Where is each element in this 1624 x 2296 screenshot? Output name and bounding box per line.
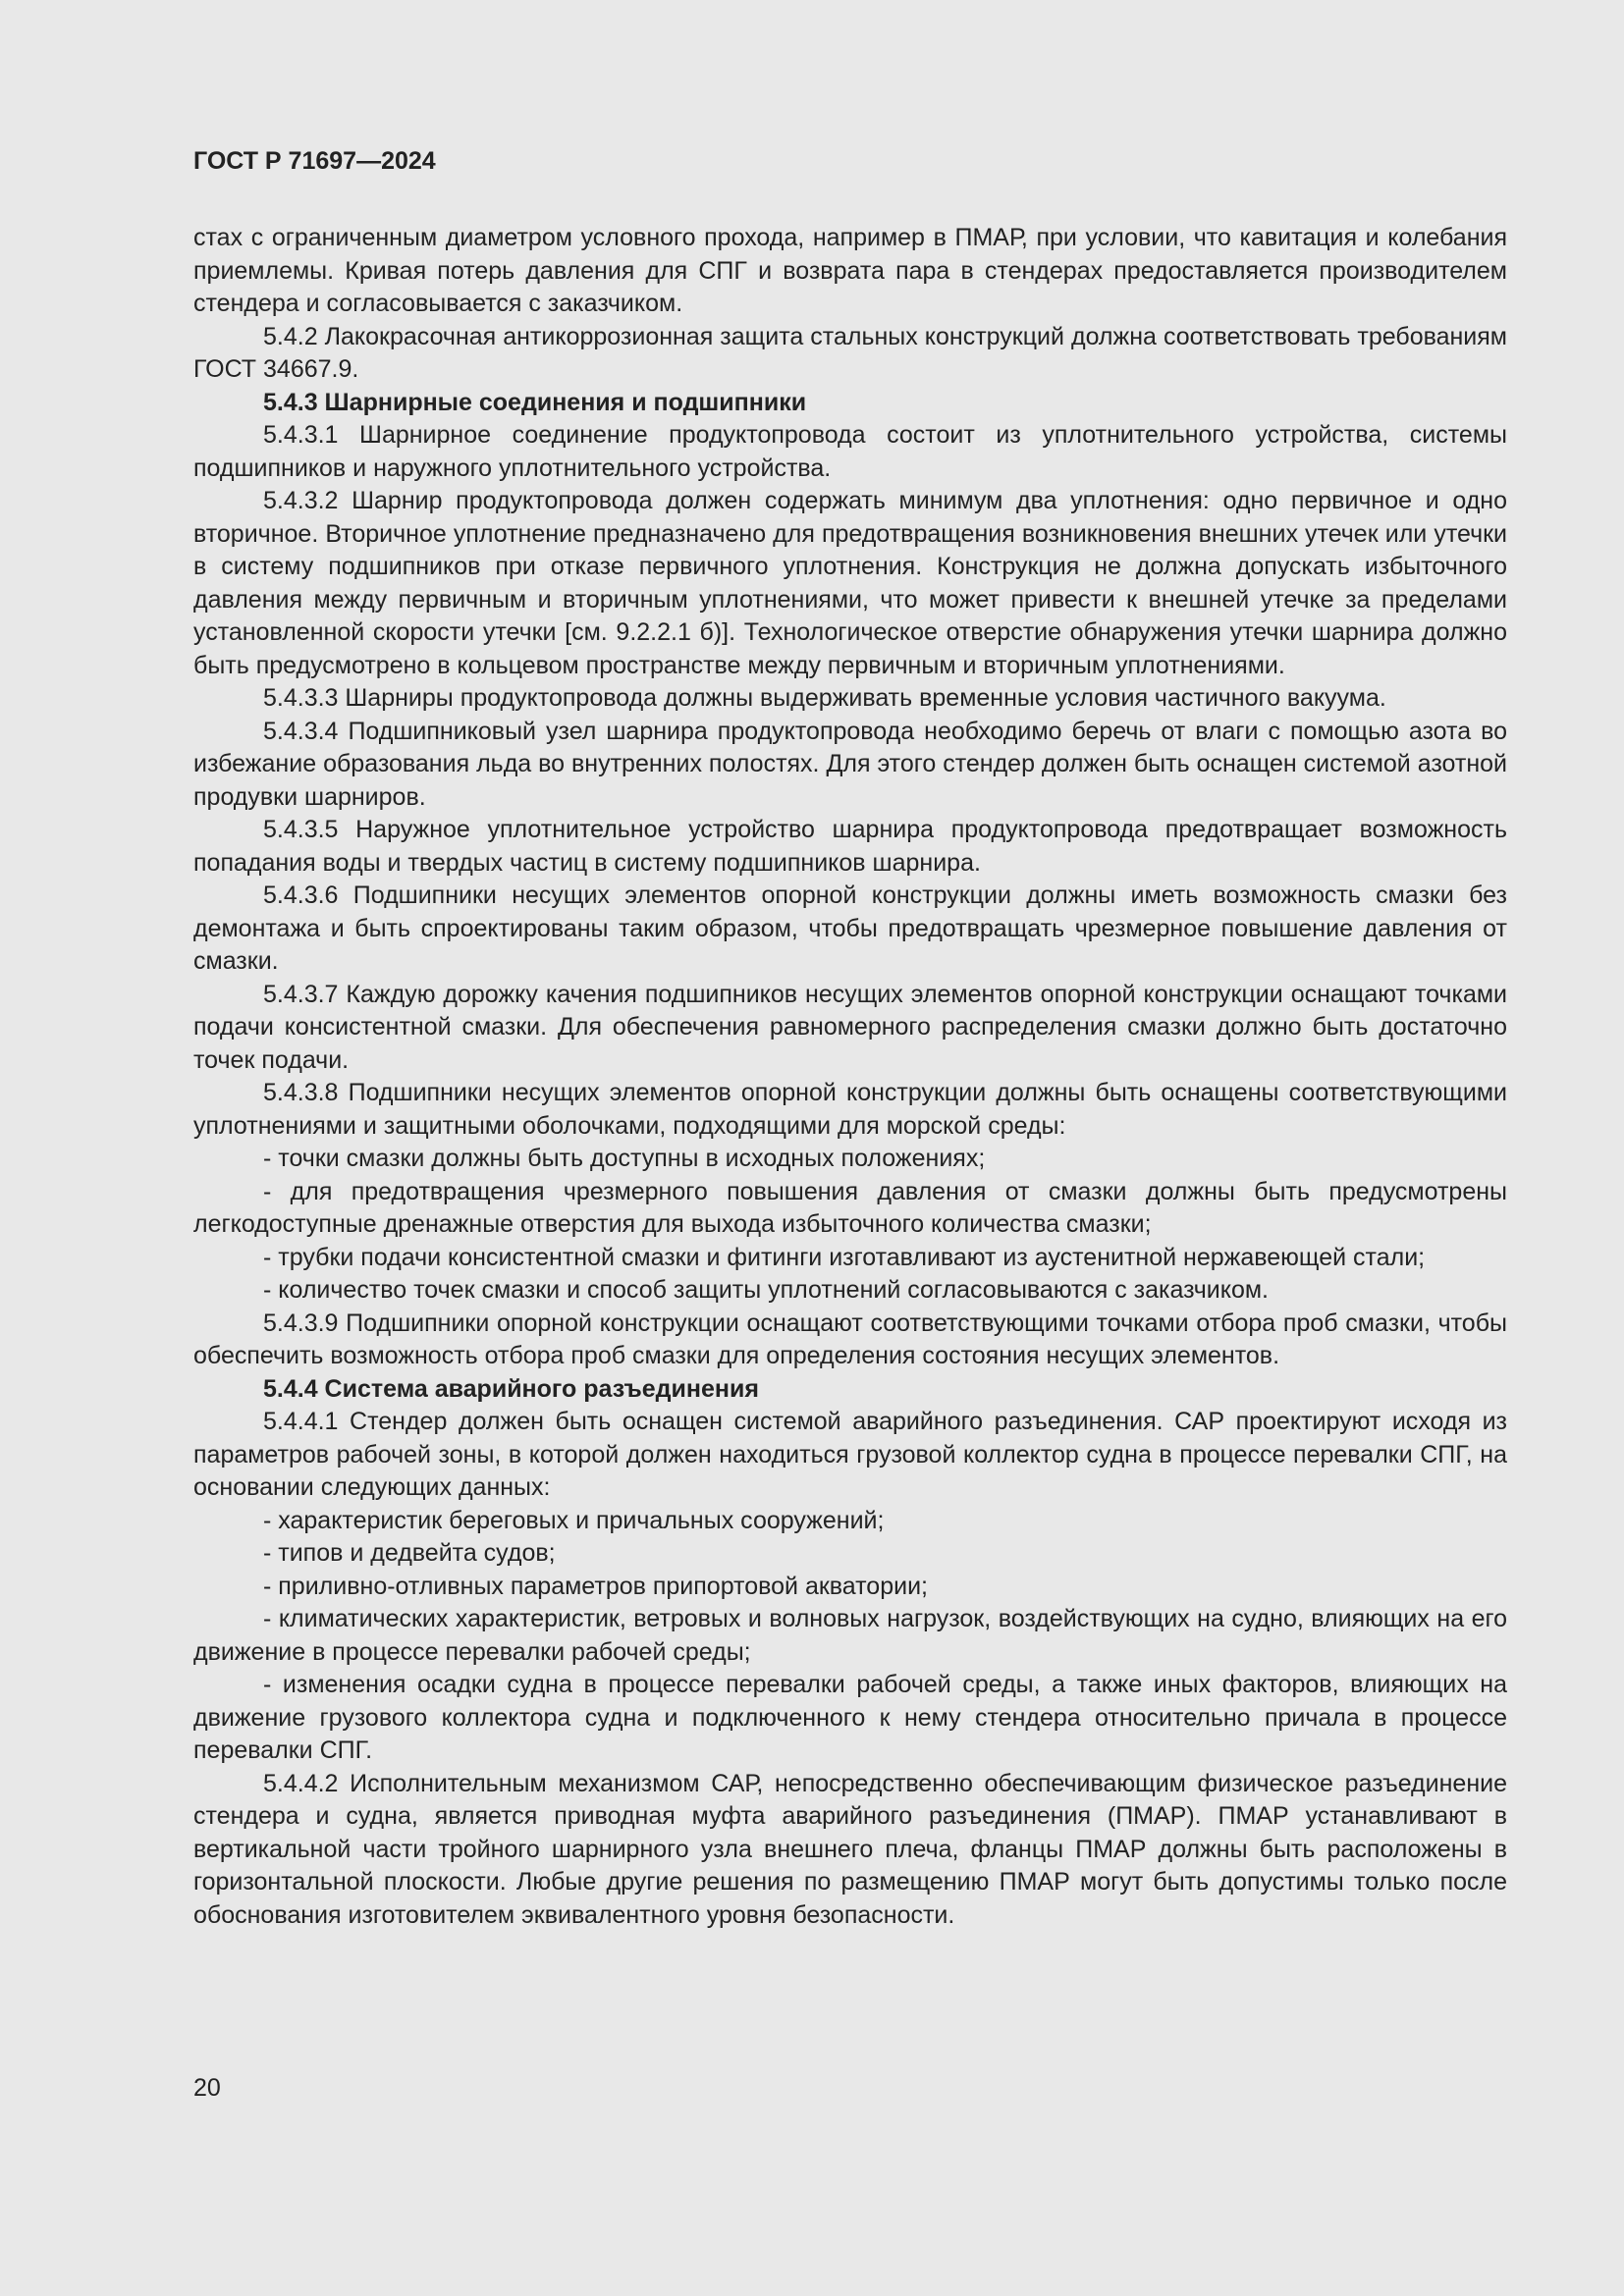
paragraph: 5.4.3.7 Каждую дорожку качения подшипников несущих элементов опорной конструкции оснащают точками подачи консистентной смазки. Для обеспечения равномерного распределения смазки должно быть достаточно точек подачи.	[193, 980, 1507, 1074]
paragraph: стах с ограниченным диаметром условного прохода, например в ПМАР, при условии, что кавитация и колебания приемлемы. Кривая потерь давления для СПГ и возврата пара в стендерах предоставляется производителем стендера и согласовывается с заказчиком.	[193, 224, 1507, 317]
paragraph: 5.4.3.6 Подшипники несущих элементов опорной конструкции должны иметь возможность смазки без демонтажа и быть спроектированы таким образом, чтобы предотвращать чрезмерное повышение давления от смазки.	[193, 881, 1507, 975]
paragraph: 5.4.3.4 Подшипниковый узел шарнира продуктопровода необходимо беречь от влаги с помощью азота во избежание образования льда во внутренних полостях. Для этого стендер должен быть оснащен системой азотной продувки шарниров.	[193, 717, 1507, 811]
paragraph: - приливно-отливных параметров припортовой акватории;	[263, 1572, 928, 1600]
paragraph: 5.4.4.1 Стендер должен быть оснащен системой аварийного разъединения. САР проектируют исходя из параметров рабочей зоны, в которой должен находиться грузовой коллектор судна в процессе перевалки СПГ, на основании следующих данных:	[193, 1408, 1507, 1501]
section-heading: 5.4.4 Система аварийного разъединения	[263, 1374, 759, 1403]
paragraph: 5.4.4.2 Исполнительным механизмом САР, непосредственно обеспечивающим физическое разъединение стендера и судна, является приводная муфта аварийного разъединения (ПМАР). ПМАР устанавливают в вертикальной части тройного шарнирного узла внешнего плеча, фланцы ПМАР должны быть расположены в горизонтальной плоскости. Любые другие решения по размещению ПМАР могут быть допустимы только после обоснования изготовителем эквивалентного уровня безопасности.	[193, 1769, 1507, 1929]
paragraph: 5.4.3.9 Подшипники опорной конструкции оснащают соответствующими точками отбора проб смазки, чтобы обеспечить возможность отбора проб смазки для определения состояния несущих элементов.	[193, 1308, 1507, 1369]
paragraph: - точки смазки должны быть доступны в исходных положениях;	[263, 1145, 986, 1172]
document-header: ГОСТ Р 71697—2024	[193, 147, 436, 175]
section-heading: 5.4.3 Шарнирные соединения и подшипники	[263, 388, 807, 416]
paragraph: - климатических характеристик, ветровых и волновых нагрузок, воздействующих на судно, влияющих на его движение в процессе перевалки рабочей среды;	[193, 1605, 1507, 1666]
page-number: 20	[193, 2074, 221, 2102]
paragraph: 5.4.2 Лакокрасочная антикоррозионная защита стальных конструкций должна соответствовать требованиям ГОСТ 34667.9.	[193, 322, 1507, 383]
paragraph: - изменения осадки судна в процессе перевалки рабочей среды, а также иных факторов, влияющих на движение грузового коллектора судна и подключенного к нему стендера относительно причала в процессе перевалки СПГ.	[193, 1671, 1507, 1764]
document-body	[193, 222, 1507, 1932]
paragraph: 5.4.3.1 Шарнирное соединение продуктопровода состоит из уплотнительного устройства, системы подшипников и наружного уплотнительного устройства.	[193, 421, 1507, 482]
paragraph: 5.4.3.3 Шарниры продуктопровода должны выдерживать временные условия частичного вакуума.	[263, 684, 1386, 712]
paragraph: - трубки подачи консистентной смазки и фитинги изготавливают из аустенитной нержавеющей стали;	[263, 1243, 1426, 1271]
paragraph: - количество точек смазки и способ защиты уплотнений согласовываются с заказчиком.	[263, 1276, 1269, 1304]
paragraph: 5.4.3.2 Шарнир продуктопровода должен содержать минимум два уплотнения: одно первичное и одно вторичное. Вторичное уплотнение предназначено для предотвращения возникновения внешних утечек или утечки в систему подшипников при отказе первичного уплотнения. Конструкция не должна допускать избыточного давления между первичным и вторичным уплотнениями, что может привести к внешней утечке за пределами установленной скорости утечки [см. 9.2.2.1 б)]. Технологическое отверстие обнаружения утечки шарнира должно быть предусмотрено в кольцевом пространстве между первичным и вторичным уплотнениями.	[193, 487, 1507, 679]
paragraph: 5.4.3.5 Наружное уплотнительное устройство шарнира продуктопровода предотвращает возможность попадания воды и твердых частиц в систему подшипников шарнира.	[193, 816, 1507, 877]
paragraph: 5.4.3.8 Подшипники несущих элементов опорной конструкции должны быть оснащены соответствующими уплотнениями и защитными оболочками, подходящими для морской среды:	[193, 1079, 1507, 1140]
paragraph: - характеристик береговых и причальных сооружений;	[263, 1506, 885, 1534]
paragraph: - типов и дедвейта судов;	[263, 1539, 556, 1567]
paragraph: - для предотвращения чрезмерного повышения давления от смазки должны быть предусмотрены легкодоступные дренажные отверстия для выхода избыточного количества смазки;	[193, 1177, 1507, 1238]
